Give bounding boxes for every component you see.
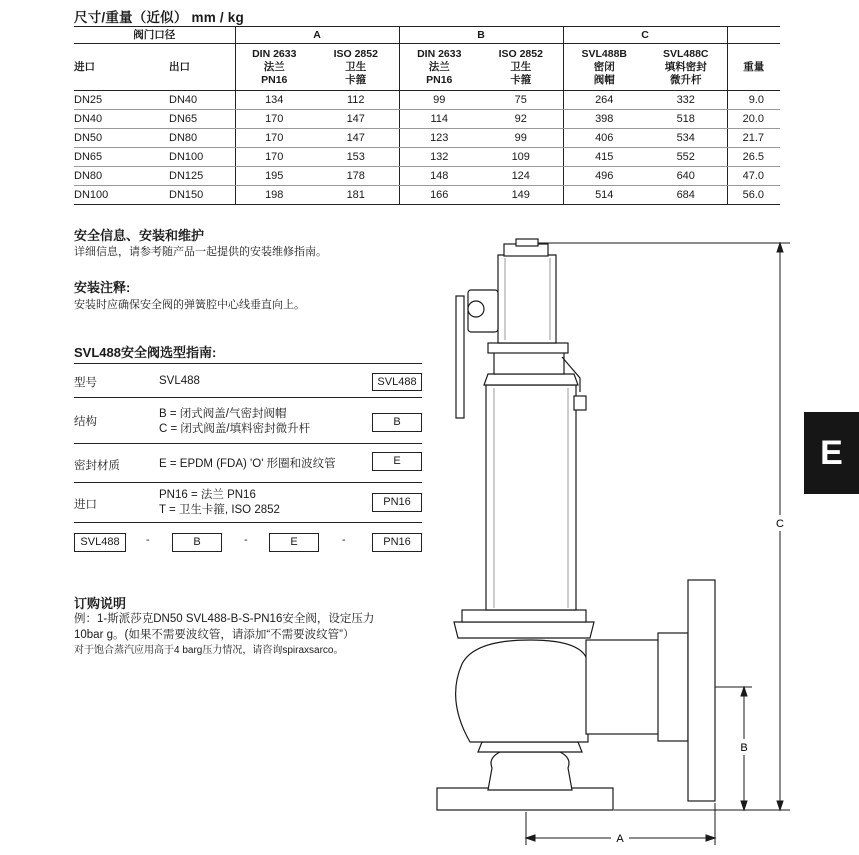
table-cell: 684 xyxy=(645,186,727,205)
header-valve-size: 阀门口径 xyxy=(74,27,235,44)
safety-heading: 安全信息、安装和维护 xyxy=(74,228,205,243)
ordering-text-2: 10bar g。(如果不需要波纹管，请添加“不需要波纹管”） xyxy=(74,629,355,641)
guide-code-box: E xyxy=(372,452,422,471)
table-cell: 198 xyxy=(235,186,313,205)
safety-text: 详细信息，请参考随产品一起提供的安装维修指南。 xyxy=(74,246,327,258)
guide-code-box: B xyxy=(372,413,422,432)
table-cell: 124 xyxy=(479,167,563,186)
table-cell: 415 xyxy=(563,148,645,167)
table-cell: 170 xyxy=(235,148,313,167)
table-cell: 181 xyxy=(313,186,399,205)
table-cell: 170 xyxy=(235,129,313,148)
table-cell: 99 xyxy=(479,129,563,148)
table-cell: 109 xyxy=(479,148,563,167)
table-cell: 148 xyxy=(399,167,479,186)
guide-row-seal xyxy=(74,444,422,483)
table-row xyxy=(74,91,780,110)
table-cell: 332 xyxy=(645,91,727,110)
guide-value: C = 闭式阀盖/填料密封微升杆 xyxy=(159,423,311,435)
guide-value: PN16 = 法兰 PN16 xyxy=(159,489,256,501)
table-cell: 134 xyxy=(235,91,313,110)
table-cell: DN150 xyxy=(169,186,235,205)
table-cell: DN125 xyxy=(169,167,235,186)
table-cell: 92 xyxy=(479,110,563,129)
dimensions-title: 尺寸/重量（近似） mm / kg xyxy=(74,10,244,25)
table-cell: 20.0 xyxy=(727,110,780,129)
table-row xyxy=(74,110,780,129)
table-cell: 149 xyxy=(479,186,563,205)
table-cell: DN100 xyxy=(74,186,169,205)
table-cell: 114 xyxy=(399,110,479,129)
table-cell: DN50 xyxy=(74,129,169,148)
table-cell: 514 xyxy=(563,186,645,205)
example-code-structure: B xyxy=(172,533,222,552)
table-cell: 147 xyxy=(313,129,399,148)
header-c-b: SVL488B 密闭 阀帽 xyxy=(563,44,645,91)
guide-value: B = 闭式阀盖/气密封阀帽 xyxy=(159,408,287,420)
ordering-heading: 订购说明 xyxy=(74,596,127,611)
valve-drawing xyxy=(420,230,800,850)
header-outlet: 出口 xyxy=(169,44,235,91)
install-text: 安装时应确保安全阀的弹簧腔中心线垂直向上。 xyxy=(74,299,305,311)
example-code-model: SVL488 xyxy=(74,533,126,552)
guide-heading: SVL488安全阀选型指南: xyxy=(74,345,217,360)
ordering-text-1: 例：1-斯派莎克DN50 SVL488-B-S-PN16安全阀，设定压力 xyxy=(74,613,375,625)
table-cell: DN80 xyxy=(74,167,169,186)
header-b-iso: ISO 2852 卫生 卡箍 xyxy=(479,44,563,91)
table-cell: 21.7 xyxy=(727,129,780,148)
table-cell: 47.0 xyxy=(727,167,780,186)
table-cell: 552 xyxy=(645,148,727,167)
table-cell: 264 xyxy=(563,91,645,110)
ordering-text-3: 对于饱合蒸汽应用高于4 barg压力情况，请咨询spiraxsarco。 xyxy=(74,645,344,656)
table-row xyxy=(74,148,780,167)
guide-row-inlet xyxy=(74,483,422,523)
guide-value: T = 卫生卡箍, ISO 2852 xyxy=(159,504,280,516)
table-cell: 132 xyxy=(399,148,479,167)
table-cell: 9.0 xyxy=(727,91,780,110)
table-cell: 123 xyxy=(399,129,479,148)
table-cell: DN40 xyxy=(74,110,169,129)
table-cell: 195 xyxy=(235,167,313,186)
header-group-b: B xyxy=(399,27,563,44)
code-dash: - xyxy=(146,534,150,546)
table-cell: 112 xyxy=(313,91,399,110)
table-cell: 75 xyxy=(479,91,563,110)
header-b-din: DIN 2633 法兰 PN16 xyxy=(399,44,479,91)
table-cell: 640 xyxy=(645,167,727,186)
dim-label-c: C xyxy=(776,518,784,530)
dimensions-table xyxy=(74,26,780,205)
table-cell: DN65 xyxy=(169,110,235,129)
example-code-inlet: PN16 xyxy=(372,533,422,552)
table-cell: DN25 xyxy=(74,91,169,110)
table-cell: DN80 xyxy=(169,129,235,148)
table-cell: DN65 xyxy=(74,148,169,167)
section-tab-e: E xyxy=(804,412,859,494)
table-cell: 496 xyxy=(563,167,645,186)
example-code-seal: E xyxy=(269,533,319,552)
install-heading: 安装注释: xyxy=(74,280,131,295)
dim-label-b: B xyxy=(740,742,748,754)
header-c-c: SVL488C 填料密封 微升杆 xyxy=(645,44,727,91)
guide-value: SVL488 xyxy=(159,375,200,387)
header-a-iso: ISO 2852 卫生 卡箍 xyxy=(313,44,399,91)
guide-row-structure xyxy=(74,398,422,444)
guide-label: 结构 xyxy=(74,416,97,428)
table-cell: DN100 xyxy=(169,148,235,167)
guide-label: 型号 xyxy=(74,377,97,389)
table-cell: DN40 xyxy=(169,91,235,110)
header-group-c: C xyxy=(563,27,727,44)
table-cell: 147 xyxy=(313,110,399,129)
table-cell: 26.5 xyxy=(727,148,780,167)
header-a-din: DIN 2633 法兰 PN16 xyxy=(235,44,313,91)
header-inlet: 进口 xyxy=(74,44,169,91)
code-dash: - xyxy=(342,534,346,546)
guide-label: 进口 xyxy=(74,499,97,511)
table-cell: 534 xyxy=(645,129,727,148)
table-row xyxy=(74,186,780,205)
guide-code-box: SVL488 xyxy=(372,373,422,391)
guide-code-box: PN16 xyxy=(372,493,422,512)
table-cell: 406 xyxy=(563,129,645,148)
table-cell: 99 xyxy=(399,91,479,110)
header-weight: 重量 xyxy=(727,44,780,91)
table-cell: 398 xyxy=(563,110,645,129)
table-cell: 56.0 xyxy=(727,186,780,205)
table-cell: 178 xyxy=(313,167,399,186)
guide-value: E = EPDM (FDA) 'O' 形圈和波纹管 xyxy=(159,458,336,470)
table-cell: 170 xyxy=(235,110,313,129)
table-cell: 153 xyxy=(313,148,399,167)
table-cell: 166 xyxy=(399,186,479,205)
table-row xyxy=(74,167,780,186)
dim-label-a: A xyxy=(616,833,624,845)
header-group-a: A xyxy=(235,27,399,44)
guide-row-model xyxy=(74,364,422,398)
guide-label: 密封材质 xyxy=(74,460,120,472)
table-cell: 518 xyxy=(645,110,727,129)
table-row xyxy=(74,129,780,148)
code-dash: - xyxy=(244,534,248,546)
